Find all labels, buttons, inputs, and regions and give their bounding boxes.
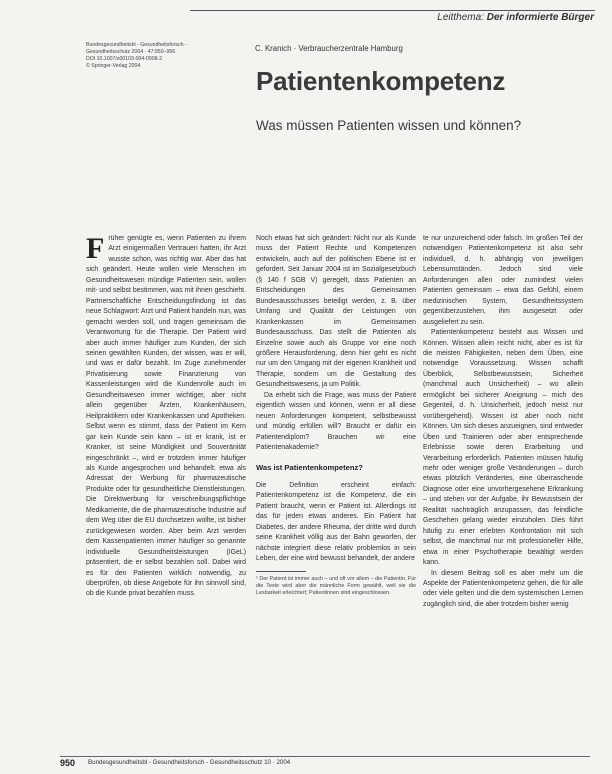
paragraph: Da erhebt sich die Frage, was muss der Patient eigentlich wissen und können, wenn er all diese neuen Anforderungen kompetent, selbstbewusst und mündig erfüllen will? Braucht er dafür ein Patientendiplom? Brauchen wir eine Patientenakademie?	[256, 391, 416, 452]
section-heading: Was ist Patientenkompetenz?	[256, 462, 363, 472]
drop-cap: F	[86, 232, 105, 265]
footnote: ¹ Der Patient ist immer auch – und oft vor allem – die Patientin. Für die Texte wird aber die männliche Form gewählt, weil sie die Lesbarkeit erleichtert; Patientinnen sind eingeschlossen.	[256, 575, 416, 596]
meta-line: DOI 10.1007/s00103-004-0908-2	[86, 56, 163, 62]
meta-line: © Springer-Verlag 2004	[86, 63, 141, 69]
journal-source: Bundesgesundheitsbl - Gesundheitsforsch - Gesundheitsschutz 10 · 2004	[88, 759, 291, 766]
paragraph: Die Definition erscheint einfach: Patientenkompetenz ist die Kompetenz, die ein Patient braucht, wenn er Patient ist. Allerdings ist das für jeden etwas anderes. Ein Patient hat Diabetes, der andere Rheuma, der dritte wird durch seine Krankheit völlig aus der Bahn geworfen, der nächste integriert diese relativ problemlos in sein Leben, der eine wird bewusst behandelt, der andere	[256, 481, 416, 563]
text-column-1	[86, 234, 246, 600]
page-number: 950	[60, 758, 76, 768]
author-line: C. Kranich · Verbraucherzentrale Hamburg	[255, 44, 403, 53]
paragraph: In diesem Beitrag soll es aber mehr um die Aspekte der Patientenkompetenz gehen, die für alle oder viele gelten und die dem systemischen Lernen zugänglich sind, die aber trotzdem bisher wenig	[423, 569, 583, 608]
intro-paragraph	[86, 234, 246, 600]
rubric-title: Der informierte Bürger	[486, 12, 594, 23]
meta-line: Gesundheitsschutz 2004 · 47:950–956	[86, 49, 176, 55]
text-column-2	[256, 234, 416, 597]
text-column-3	[423, 234, 583, 610]
section-rubric	[437, 12, 594, 23]
rubric-prefix: Leitthema:	[437, 12, 484, 23]
article-title: Patientenkompetenz	[256, 66, 506, 96]
footer-rule	[60, 756, 590, 757]
footnote-divider	[256, 571, 306, 572]
article-subtitle: Was müssen Patienten wissen und können?	[256, 118, 522, 133]
paragraph: Noch etwas hat sich geändert: Nicht nur als Kunde muss der Patient Rechte und Kompetenzen entwickeln, auch auf der politischen Ebene ist er gefordert. Seit Januar 2004 ist im Sozialgesetzbuch (§ 140 f SGB V) geregelt, dass Patienten an Entscheidungen des Gemeinsamen Bundesausschusses beteiligt werden, z. B. über Umfang und Qualität der Leistungen von Krankenkassen im Gemeinsamen Bundesausschuss. Das stellt die Patienten als Einzelne sowie auch als Gruppe vor eine noch größere Herausforderung, denn hier geht es nicht nur um den Umgang mit der eigenen Krankheit und Therapie, sondern um die Gestaltung des Gesundheitswesens, ja um Politik.	[256, 235, 416, 389]
paragraph: te nur unzureichend oder falsch. Im großen Teil der notwendigen Patientenkompetenz ist also sehr individuell, d. h. abhängig von jeweiligen Lebensumständen. Jedoch sind viele Anforderungen allen oder zumindest vielen Patienten gemeinsam – etwa das Gefühl, einem medizinischen System, Gesundheitssystem gegenüberzustehen, ihm ausgesetzt oder ausgeliefert zu sein.	[423, 235, 583, 326]
paragraph-text: rüher genügte es, wenn Patienten zu ihrem Arzt einigermaßen Vertrauen hatten, ihr Arzt wusste schon, was richtig war. Aber das hat sich geändert. Heute wollen viele Menschen im Gesundheitswesen mündige Patienten sein, wollen mit- und selbst bestimmen, was mit ihnen geschieht. Partnerschaftliche Entscheidungsfindung ist das neue Schlagwort: Arzt und Patient handeln nun, was gemacht werden soll, und tragen gemeinsam die Verantwortung für die Therapie. Der Patient wird aber auch immer häufiger zum Kunden, der sich seinen gewählten Kunden, der wissen, was er will, und was er dafür bezahlt. Im Zuge zunehmender Privatisierung sowie Finanzierung von Kassenleistungen wird die Kundenrolle auch im Gesundheitswesen immer wichtiger, aber nicht allein gegenüber Ärzten, Krankenhäusern, Heilpraktikern oder Krankenkassen und Apotheken. Selbst wenn es stimmt, dass der Patient im Kern gar kein Kunde sein kann – ist er krank, ist er Kranker, ist seine Mündigkeit und Souveränität eingeschränkt –, wird er trotzdem immer häufiger als Kunde angesprochen und behandelt: etwa als Adressat der Werbung für pharmazeutische Produkte oder für gesundheitliche Dienstleistungen. Die Direktwerbung für verschreibungspflichtige Medikamente, die die pharmazeutische Industrie auf dem Weg über die EU durchsetzen wollte, ist bisher zurückgewiesen worden. Aber beim Arzt werden dem Kassenpatienten immer häufiger so genannte individuelle Gesundheitsleistungen (IGeL) präsentiert, die er selbst bezahlen soll. Dabei wird es für den Patienten wirklich notwendig, zu überprüfen, ob diese Angebote für ihn sinnvoll sind, ob die Kunde privat bezahlen muss.	[86, 235, 246, 598]
citation-meta	[86, 42, 236, 70]
paragraph: Patientenkompetenz besteht aus Wissen und Können. Wissen allein reicht nicht, aber es ist für die meisten Fähigkeiten, neben dem Üben, eine notwendige Voraussetzung. Wissen schafft Überblick, Selbstbewusstsein, Sicherheit (manchmal auch Unsicherheit) – wo allein ermöglicht bei sicherer Aneignung – mich des Gegenteil, d. h. Unsicherheit, jedoch meist nur vorübergehend). Wissen ist aber noch nicht Können. Um sich dieses anzueignen, sind entweder Üben und Trainieren oder aber entsprechende Erlebnisse sowie deren Erarbeitung und Verarbeitung erforderlich. Patienten müssen häufig mehr oder weniger große Veränderungen – durch etwas plötzlich Verändertes, eine überraschende Diagnose oder eine unvorhergesehene Erkrankung – und stehen vor der Aufgabe, ihr Bewusstsein der Realität nachträglich anzupassen, das feindliche Geschehen gelang wieder einzuholen. Dies führt häufig zu einer erlebten Konfrontation mit sich selbst, die manchmal nur mit professioneller Hilfe, etwa in einer Psychotherapie bewältigt werden kann.	[423, 329, 583, 567]
meta-line: Bundesgesundheitsbl - Gesundheitsforsch -	[86, 42, 187, 48]
